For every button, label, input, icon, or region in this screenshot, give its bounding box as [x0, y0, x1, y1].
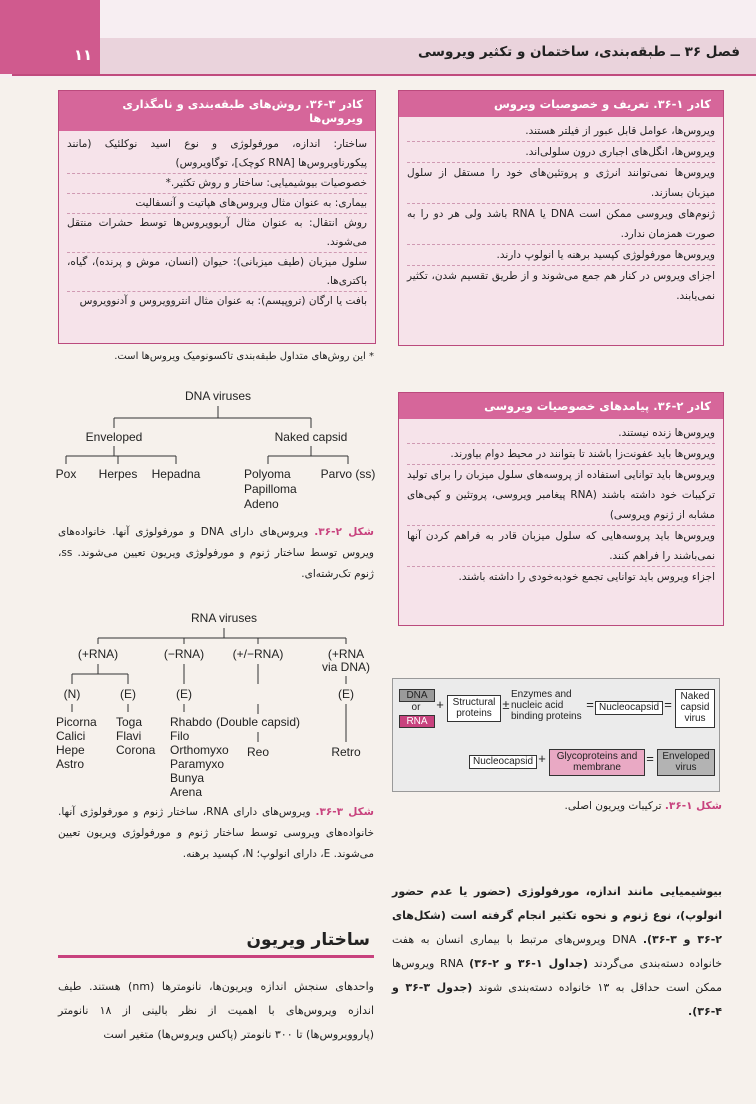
box-title: کادر ۲-۳۶. پیامدهای خصوصیات ویروسی [399, 393, 723, 419]
chapter-title: فصل ۳۶ ــ طبقه‌بندی، ساختمان و تکثیر ویروسی [418, 44, 740, 60]
table-reference: (جداول ۱-۳۶ و ۲-۳۶) [469, 957, 589, 970]
tree-label: Orthomyxo [170, 743, 229, 757]
box-item: بیماری: به عنوان مثال ویروس‌های هپاتیت و آنسفالیت [67, 194, 367, 214]
box-consequences [398, 392, 724, 626]
tree-label: Naked capsid [274, 430, 348, 444]
box-item: ویروس‌ها مورفولوژی کپسید برهنه یا انولوپ دارند. [407, 245, 715, 266]
box-item: ویروس‌ها، عوامل قابل عبور از فیلتر هستند. [407, 121, 715, 142]
box-body [59, 131, 375, 315]
tree-label: Toga [116, 715, 143, 729]
equals-sign: = [586, 697, 594, 712]
tree-label: Parvo (ss) [320, 467, 376, 481]
box-item: خصوصیات بیوشیمیایی: ساختار و روش تکثیر.* [67, 174, 367, 194]
tree-label: Hepe [56, 743, 85, 757]
tree-label: (E) [120, 687, 136, 701]
tree-label: via DNA) [321, 660, 371, 674]
tree-label: Papilloma [244, 482, 297, 496]
glycoproteins-box: Glycoproteins and membrane [549, 749, 645, 776]
tree-label: Adeno [244, 497, 279, 511]
plus-sign: + [538, 751, 546, 766]
rna-box: RNA [399, 715, 435, 728]
tree-label: Calici [56, 729, 86, 743]
tree-label: Herpes [98, 467, 138, 481]
box-item: ویروس‌ها باید عفونت‌زا باشند تا بتوانند در محیط دوام بیاورند. [407, 444, 715, 465]
plus-sign: + [436, 697, 444, 712]
section-title: ساختار ویریون [246, 930, 370, 950]
fig3-caption [58, 802, 374, 865]
box-item: ژنوم‌های ویروسی ممکن است DNA یا RNA باشد ولی هر دو را به صورت همزمان ندارد. [407, 204, 715, 245]
tree-label: Filo [170, 729, 190, 743]
fig-label: شکل ۳-۳۶. [315, 806, 374, 818]
caption-text: ترکیبات ویریون اصلی. [564, 800, 662, 812]
tree-label: (−RNA) [163, 647, 205, 661]
tree-label: Picorna [56, 715, 97, 729]
box-body [399, 117, 723, 310]
page-number: ۱۱ [73, 46, 93, 64]
tree-label: Bunya [170, 771, 205, 785]
caption-text: ویروس‌های دارای DNA و مورفولوژی آنها. خانواده‌های ویروس توسط ساختار ژنوم و مورفولوژی ویریون تعیین می‌شوند. ss، ژنوم تک‌رشته‌ای. [58, 526, 374, 580]
dna-box: DNA [399, 689, 435, 702]
box-item: روش انتقال: به عنوان مثال آربوویروس‌ها توسط حشرات منتقل می‌شوند. [67, 214, 367, 253]
main-text [392, 880, 722, 1024]
box-footnote: * این روش‌های متداول طبقه‌بندی تاکسونومیک ویروس‌ها است. [114, 351, 374, 362]
enzymes-text: Enzymes and nucleic acid binding proteins [511, 689, 582, 722]
box-item: سلول میزبان (طیف میزبانی): حیوان (انسان، موش و پرنده)، گیاه، باکتری‌ها. [67, 253, 367, 292]
tree-label: Retro [331, 745, 361, 759]
tree-label: (N) [63, 687, 81, 701]
tree-label: Paramyxo [170, 757, 225, 771]
plus-minus-sign: ± [502, 697, 510, 712]
bold-text: بیوشیمیایی مانند اندازه، مورفولوژی (حضور یا عدم حضور انولوپ)، نوع ژنوم و نحوه تکثیر انجام گرفته است (شکل‌های ۲-۳۶ و ۳-۳۶). [392, 885, 723, 946]
equals-sign: = [646, 751, 654, 766]
virion-components-diagram [392, 678, 720, 792]
tree-label: Flavi [116, 729, 142, 743]
tree-label: Hepadna [151, 467, 201, 481]
tree-label: (Double capsid) [215, 715, 301, 729]
tree-label: (E) [338, 687, 354, 701]
body-sentence: RNA ویروس‌ها ممکن است حداقل به ۱۳ خانواده دسته‌بندی شوند [392, 957, 723, 994]
box-body [399, 419, 723, 591]
tree-label: Rhabdo [170, 715, 213, 729]
rna-virus-tree [48, 608, 388, 800]
box-item: ویروس‌ها زنده نیستند. [407, 423, 715, 444]
fig1-caption [392, 796, 722, 817]
tree-label: Reo [246, 745, 270, 759]
box-item: ویروس‌ها باید پروسه‌هایی که سلول میزبان قادر به فراهم کردن آنها نمی‌باشند را فراهم کنند. [407, 526, 715, 567]
box-item: ویروس‌ها، انگل‌های اجباری درون سلولی‌اند. [407, 142, 715, 163]
box-title: کادر ۱-۳۶. تعریف و خصوصیات ویروس [399, 91, 723, 117]
fig-label: شکل ۲-۳۶. [314, 526, 374, 538]
equals-sign: = [664, 697, 672, 712]
nucleocapsid-box: Nucleocapsid [469, 755, 537, 769]
box-classification [58, 90, 376, 344]
box-item: بافت یا ارگان (تروپیسم): به عنوان مثال انتروویروس و آدنوویروس [79, 295, 367, 307]
nucleocapsid-box: Nucleocapsid [595, 701, 663, 715]
tree-label: Arena [170, 785, 203, 799]
caption-text: ویروس‌های دارای RNA، ساختار ژنوم و مورفولوژی آنها. خانواده‌های ویروسی توسط ساختار ژنوم و مورفولوژی ویریون تعیین می‌شوند. E، دارای انولوپ؛ N، کپسید برهنه. [58, 806, 374, 860]
tree-label: Enveloped [85, 430, 143, 444]
section-text: واحدهای سنجش اندازه ویریون‌ها، نانومترها (nm) هستند. طیف اندازه ویروس‌های با اهمیت از نظر بالینی از ۱۸ نانومتر (پاروویروس‌ها) تا ۳۰۰ نانومتر (پاکس ویروس‌ها) متغیر است [58, 980, 375, 1041]
enveloped-virus-box: Enveloped virus [657, 749, 715, 776]
table-reference: (جدول ۳-۳۶ و ۴-۳۶). [392, 981, 722, 1018]
box-item: اجزای ویروس در کنار هم جمع می‌شوند و از طریق تقسیم شدن، تکثیر نمی‌یابند. [407, 270, 715, 302]
body-sentence: DNA ویروس‌های مرتبط با بیماری انسان به هفت خانواده دسته‌بندی می‌گردند [392, 933, 722, 970]
box-title: کادر ۳-۳۶. روش‌های طبقه‌بندی و نامگذاری ویروس‌ها [59, 91, 375, 131]
structural-proteins-box: Structural proteins [447, 695, 501, 722]
tree-label: (+/−RNA) [232, 647, 284, 661]
tree-label: (+RNA) [77, 647, 119, 661]
tree-label: (E) [176, 687, 192, 701]
tree-label: DNA viruses [184, 389, 252, 403]
naked-virus-box: Naked capsid virus [675, 689, 715, 728]
tree-label: RNA viruses [190, 611, 258, 625]
tree-label: (+RNA [327, 647, 365, 661]
box-definition [398, 90, 724, 346]
or-text: or [411, 702, 421, 713]
box-item: ویروس‌ها باید توانایی استفاده از پروسه‌های سلول میزبان را برای تولید ترکیبات خود داشته باشند (RNA پیغامبر ویروسی، پروتئین و کپی‌های مشابه از ژنوم ویروسی) [407, 465, 715, 526]
fig-label: شکل ۱-۳۶. [664, 800, 722, 812]
section-rule [58, 955, 374, 958]
page-header [0, 0, 756, 78]
fig2-caption [58, 522, 374, 585]
box-item: ساختار: اندازه، مورفولوژی و نوع اسید نوکلئیک (مانند پیکورناویروس‌ها [RNA کوچک]، توگاویروس) [67, 135, 367, 174]
box-item: اجزاء ویروس باید توانایی تجمع خودبه‌خودی را داشته باشند. [458, 571, 715, 583]
tree-label: Astro [56, 757, 85, 771]
tree-label: Pox [55, 467, 77, 481]
tree-label: Corona [116, 743, 156, 757]
dna-virus-tree [48, 386, 388, 516]
box-item: ویروس‌ها نمی‌توانند انرژی و پروتئین‌های خود را مستقل از سلول میزبان بسازند. [407, 163, 715, 204]
tree-label: Polyoma [244, 467, 291, 481]
